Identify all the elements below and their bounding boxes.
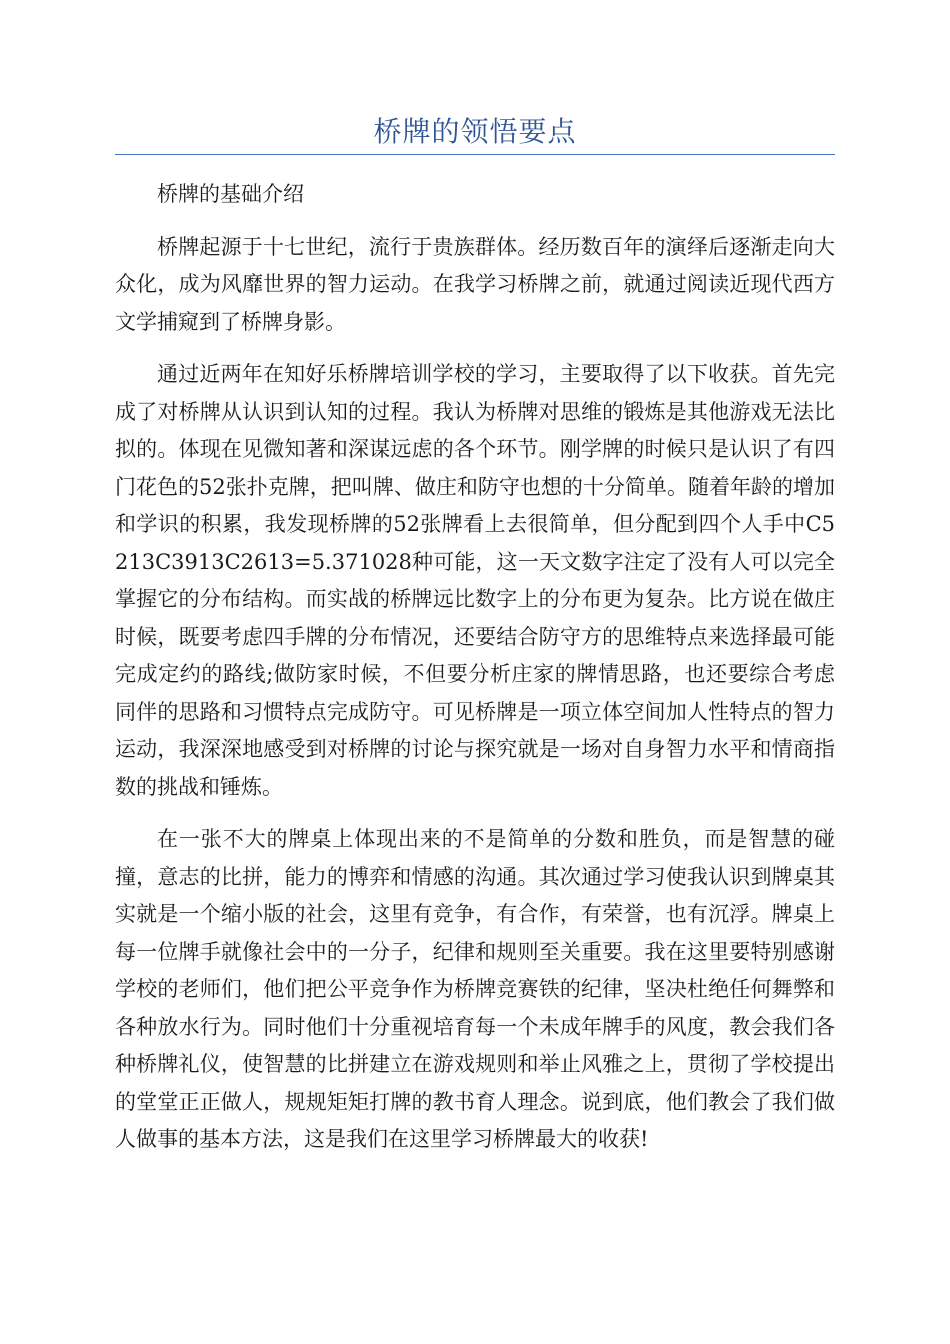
title-underline-divider: [115, 154, 835, 155]
document-body: [115, 176, 835, 1174]
paragraph-card-table-society: 在一张不大的牌桌上体现出来的不是简单的分数和胜负，而是智慧的碰撞，意志的比拼，能力的博弈和情感的沟通。其次通过学习使我认识到牌桌其实就是一个缩小版的社会，这里有竞争，有合作，有荣誉，也有沉浮。牌桌上每一位牌手就像社会中的一分子，纪律和规则至关重要。我在这里要特别感谢学校的老师们，他们把公平竞争作为桥牌竞赛铁的纪律，坚决杜绝任何舞弊和各种放水行为。同时他们十分重视培育每一个未成年牌手的风度，教会我们各种桥牌礼仪，使智慧的比拼建立在游戏规则和举止风雅之上，贯彻了学校提出的堂堂正正做人，规规矩矩打牌的教书育人理念。说到底，他们教会了我们做人做事的基本方法，这是我们在这里学习桥牌最大的收获!: [115, 827, 835, 1151]
page-title: 桥牌的领悟要点: [373, 115, 577, 148]
paragraph-learning-gains: 通过近两年在知好乐桥牌培训学校的学习，主要取得了以下收获。首先完成了对桥牌从认识到认知的过程。我认为桥牌对思维的锻炼是其他游戏无法比拟的。体现在见微知著和深谋远虑的各个环节。刚学牌的时候只是认识了有四门花色的52张扑克牌，把叫牌、做庄和防守也想的十分简单。随着年龄的增加和学识的积累，我发现桥牌的52张牌看上去很简单，但分配到四个人手中C5213C3913C2613=5.371028种可能，这一天文数字注定了没有人可以完全掌握它的分布结构。而实战的桥牌远比数字上的分布更为复杂。比方说在做庄时候，既要考虑四手牌的分布情况，还要结合防守方的思维特点来选择最可能完成定约的路线;做防家时候，不但要分析庄家的牌情思路，也还要综合考虑同伴的思路和习惯特点完成防守。可见桥牌是一项立体空间加人性特点的智力运动，我深深地感受到对桥牌的讨论与探究就是一场对自身智力水平和情商指数的挑战和锤炼。: [115, 362, 835, 799]
section-heading: 桥牌的基础介绍: [157, 182, 304, 206]
paragraph-origin: 桥牌起源于十七世纪，流行于贵族群体。经历数百年的演绎后逐渐走向大众化，成为风靡世界的智力运动。在我学习桥牌之前，就通过阅读近现代西方文学捕窥到了桥牌身影。: [115, 234, 835, 334]
